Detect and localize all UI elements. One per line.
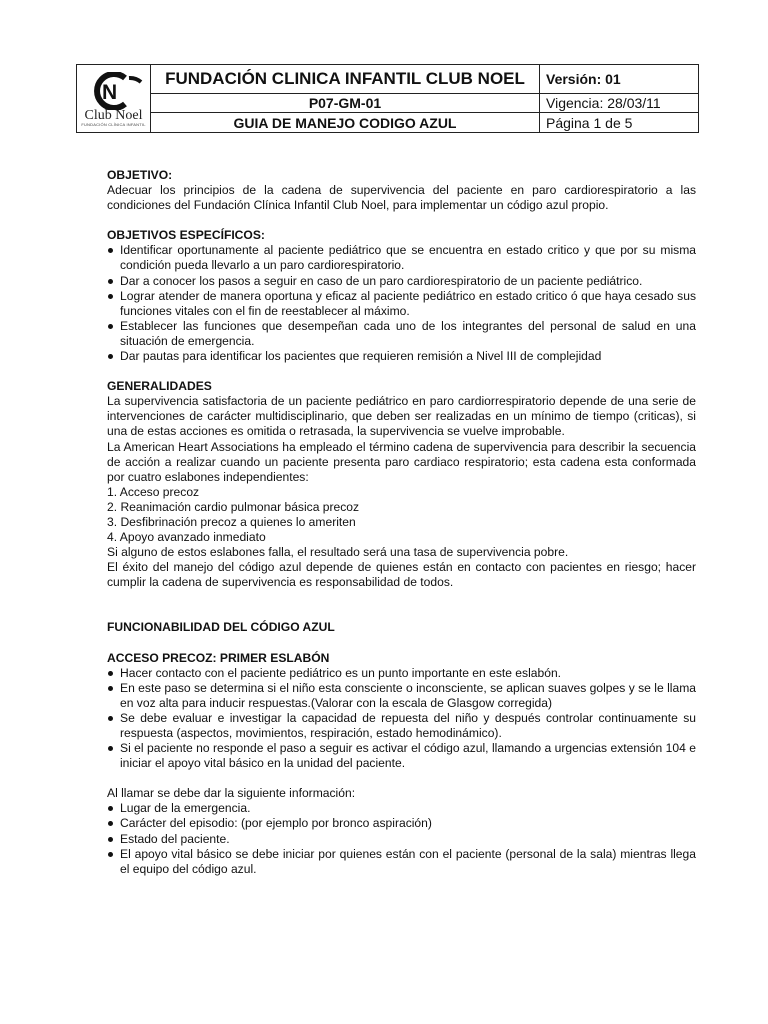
acceso-heading: ACCESO PRECOZ: PRIMER ESLABÓN bbox=[107, 650, 330, 665]
validity-label: Vigencia: 28/03/11 bbox=[540, 93, 699, 113]
list-item: Hacer contacto con el paciente pediátrico es un punto importante en este eslabón. bbox=[107, 666, 696, 681]
generalidades-heading: GENERALIDADES bbox=[107, 379, 212, 394]
list-item: Dar a conocer los pasos a seguir en caso de un paro cardiorespiratorio de un paciente pediátrico. bbox=[107, 274, 696, 289]
guide-title: GUIA DE MANEJO CODIGO AZUL bbox=[151, 113, 540, 133]
objetivo-heading: OBJETIVO: bbox=[107, 168, 173, 182]
especificos-list bbox=[107, 243, 696, 364]
chain-step: 4. Apoyo avanzado inmediato bbox=[107, 530, 266, 545]
chain-step: 3. Desfibrinación precoz a quienes lo ameriten bbox=[107, 514, 356, 529]
chain-step: 2. Reanimación cardio pulmonar básica precoz bbox=[107, 499, 360, 514]
document-body bbox=[107, 168, 696, 877]
page-number: Página 1 de 5 bbox=[540, 113, 699, 133]
list-item: En este paso se determina si el niño esta consciente o inconsciente, se aplican suaves golpes y se le llama en voz alta para inducir respuestas.(Valorar con la escala de Glasgow corregida) bbox=[107, 681, 696, 711]
acceso-list bbox=[107, 666, 696, 772]
list-item: Lugar de la emergencia. bbox=[107, 801, 696, 816]
list-item: Estado del paciente. bbox=[107, 832, 696, 847]
version-label: Versión: 01 bbox=[540, 65, 699, 94]
generalidades-paragraph: La supervivencia satisfactoria de un paciente pediátrico en paro cardiorrespiratorio depende de una serie de intervenciones de carácter multidisciplinario, que deben ser realizadas en un mínimo de tiempo (criticas), si una de estas acciones es omitida o retrasada, la supervivencia se vuelve improbable. bbox=[107, 394, 696, 439]
list-item: Se debe evaluar e investigar la capacidad de repuesta del niño y después controlar continuamente su respuesta (aspectos, movimientos, respiración, estado hemodinámico). bbox=[107, 711, 696, 741]
list-item: El apoyo vital básico se debe iniciar por quienes están con el paciente (personal de la sala) mientras llega el equipo del código azul. bbox=[107, 847, 696, 877]
list-item: Lograr atender de manera oportuna y eficaz al paciente pediátrico en estado critico ó que haya cesado sus funciones vitales con el fin de reestablecer al máximo. bbox=[107, 289, 696, 319]
list-item: Si el paciente no responde el paso a seguir es activar el código azul, llamando a urgencias extensión 104 e iniciar el apoyo vital básico en la unidad del paciente. bbox=[107, 741, 696, 771]
list-item: Identificar oportunamente al paciente pediátrico que se encuentra en estado critico y que por su misma condición pueda llevarlo a un paro cardiorespiratorio. bbox=[107, 243, 696, 273]
document-title: FUNDACIÓN CLINICA INFANTIL CLUB NOEL bbox=[151, 65, 540, 94]
club-noel-logo-icon bbox=[81, 72, 147, 110]
document-code: P07-GM-01 bbox=[151, 93, 540, 113]
funcionabilidad-heading: FUNCIONABILIDAD DEL CÓDIGO AZUL bbox=[107, 620, 335, 635]
generalidades-paragraph: Si alguno de estos eslabones falla, el resultado será una tasa de supervivencia pobre. bbox=[107, 545, 569, 560]
chain-step: 1. Acceso precoz bbox=[107, 484, 200, 499]
list-item: Dar pautas para identificar los pacientes que requieren remisión a Nivel III de complejidad bbox=[107, 349, 696, 364]
document-header-table bbox=[76, 64, 699, 133]
generalidades-paragraph: La American Heart Associations ha empleado el término cadena de supervivencia para describir la secuencia de acción a realizar cuando un paciente presenta paro cardiaco respiratorio; esta cadena esta conformada por cuatro eslabones independientes: bbox=[107, 439, 696, 484]
logo-text: Club Noel bbox=[84, 108, 143, 123]
generalidades-paragraph: El éxito del manejo del código azul depende de quienes están en contacto con pacientes en riesgo; hacer cumplir la cadena de supervivencia es responsabilidad de todos. bbox=[107, 560, 696, 590]
list-item: Establecer las funciones que desempeñan cada uno de los integrantes del personal de salud en una situación de emergencia. bbox=[107, 319, 696, 349]
especificos-heading: OBJETIVOS ESPECÍFICOS: bbox=[107, 228, 265, 243]
objetivo-text: Adecuar los principios de la cadena de supervivencia del paciente en paro cardiorespiratorio a las condiciones del Fundación Clínica Infantil Club Noel, para implementar un código azul propio. bbox=[107, 183, 696, 213]
llamar-intro: Al llamar se debe dar la siguiente información: bbox=[107, 786, 356, 801]
logo-cell bbox=[77, 65, 151, 133]
list-item: Carácter del episodio: (por ejemplo por bronco aspiración) bbox=[107, 816, 696, 831]
llamar-list bbox=[107, 801, 696, 876]
svg-text:N: N bbox=[101, 81, 117, 104]
logo-subtext: FUNDACIÓN CLÍNICA INFANTIL bbox=[81, 122, 146, 127]
